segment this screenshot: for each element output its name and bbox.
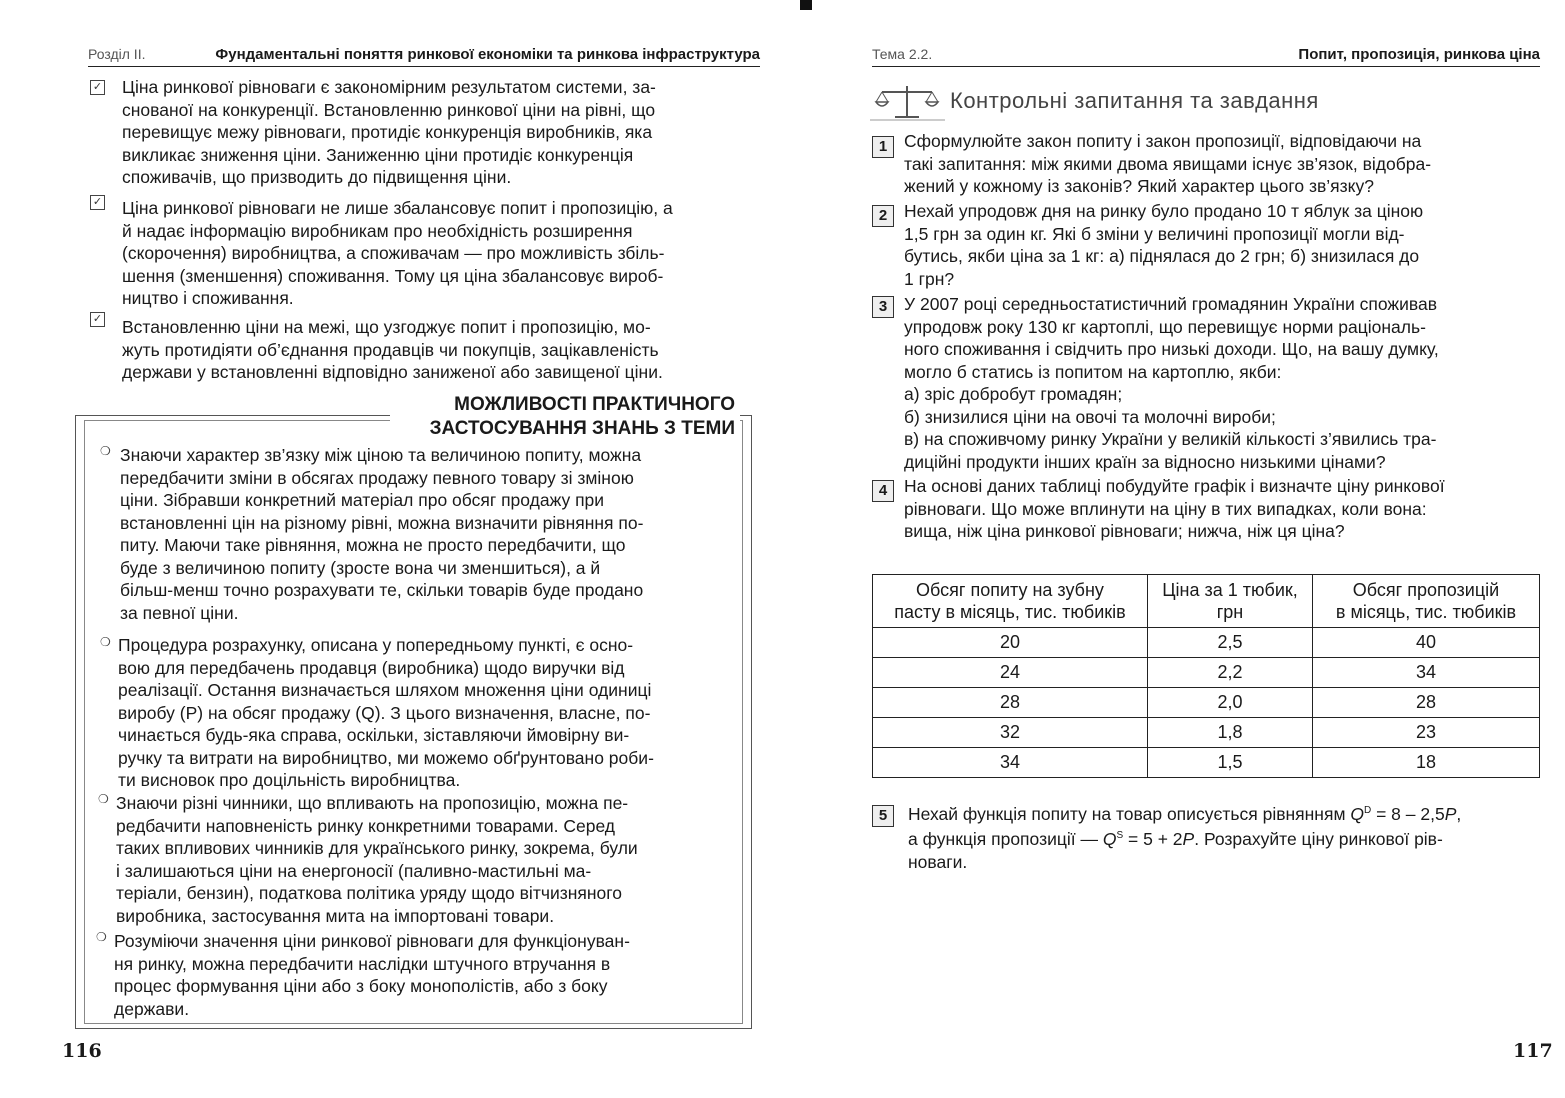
right-page — [790, 0, 1565, 1098]
question-number: 4 — [872, 480, 894, 502]
bullet-icon: ❍ — [100, 444, 111, 458]
bullet-item: Знаючи характер зв’язку між ціною та величиною попиту, можна передбачити зміни в обсягах продажу певного товару зі зміною ціни. Зібравши конкретний матеріал про обсяг продажу при встановленні цін на різному рівні, можна визначити рівняння по- питу. Маючи таке рівняння, можна не просто передбачити, що буде з величиною попиту (зросте вона чи зменшиться), а й більш-менш точно розрахувати те, скільки товарів буде продано за певної ціни. — [120, 445, 644, 623]
running-header — [872, 44, 1540, 67]
question-number: 2 — [872, 205, 894, 227]
table-header: Обсяг пропозицій в місяць, тис. тюбиків — [1313, 575, 1540, 628]
bullet-item: Знаючи різні чинники, що впливають на пропозицію, можна пе- редбачити наповненість ринку конкретними товарами. Серед таких впливових чинників для українського ринку, зокрема, були і залишаються ціни на енергоносії (паливно-мастильні ма- теріали, бензин), податкова політика уряду щодо вітчизняного виробника, застосування мита на імпортовані товари. — [116, 793, 638, 926]
running-header — [88, 44, 760, 67]
table-header: Ціна за 1 тюбик, грн — [1148, 575, 1313, 628]
table-header-row — [873, 575, 1540, 628]
bullet-item: Процедура розрахунку, описана у попередньому пункті, є осно- вою для передбачень продавця (виробника) щодо виручки від реалізації. Остання визначається шляхом множення ціни одиниці виробу (P) на обсяг продажу (Q). З цього визначення, власне, по- чинається будь-яка справа, оскільки, зіставляючи ймовірну ви- ручку та витрати на виробництво, ми можемо обґрунтовано роби- ти висновок про доцільність виробництва. — [118, 635, 654, 790]
scales-icon — [870, 82, 945, 122]
table-row: 32 1,8 23 — [873, 718, 1540, 748]
questions-heading-text: Контрольні запитання та завдання — [950, 88, 1319, 113]
header-title: Попит, пропозиція, ринкова ціна — [1298, 46, 1540, 63]
question-number: 3 — [872, 296, 894, 318]
bullet-item: Розуміючи значення ціни ринкової рівноваги для функціонуван- ня ринку, можна передбачити наслідки штучного втручання в процес формування ціни або з боку монополістів, або з боку держави. — [114, 931, 630, 1019]
table-header: Обсяг попиту на зубну пасту в місяць, тис. тюбиків — [873, 575, 1148, 628]
question-text: Нехай упродовж дня на ринку було продано 10 т яблук за ціною 1,5 грн за один кг. Які б зміни у величині пропозиції могли від- бутись, якби ціна за 1 кг: а) піднялася до 2 грн; б) знизилася до 1 грн? — [904, 201, 1424, 289]
bullet-icon: ❍ — [98, 792, 109, 806]
checkbox-icon — [90, 312, 105, 327]
header-title: Фундаментальні поняття ринкової економіки та ринкова інфраструктура — [215, 46, 760, 63]
table-row: 28 2,0 28 — [873, 688, 1540, 718]
checkbox-icon — [90, 195, 105, 210]
question-number: 5 — [872, 805, 894, 827]
table-row: 24 2,2 34 — [873, 658, 1540, 688]
checkbox-icon — [90, 80, 105, 95]
section-title: МОЖЛИВОСТІ ПРАКТИЧНОГО ЗАСТОСУВАННЯ ЗНАНЬ З ТЕМИ — [429, 394, 735, 439]
page-number: 116 — [62, 1040, 102, 1062]
question-text: Сформулюйте закон попиту і закон пропозиції, відповідаючи на такі запитання: між якими двома явищами існує зв’язок, відобра- жений у кожному із законів? Який характер цього зв’язку? — [904, 131, 1432, 196]
question-text: У 2007 році середньостатистичний громадянин України споживав упродовж року 130 кг картоплі, що перевищує норми раціональ- ного споживання і свідчить про низькі доходи. Що, на вашу думку, могло б статись із попитом на картоплю, якби: а) зріс добробут громадян; б) знизилися ціни на овочі та молочні вироби; в) на споживчому ринку України у великій кількості з’явились тра- диційні продукти інших країн за відносно низькими цінами? — [904, 294, 1439, 472]
checklist-item: Ціна ринкової рівноваги є закономірним результатом системи, за- снованої на конкуренції. Встановленню ринкової ціни на рівні, що перевищує межу рівноваги, протидіє конкуренція виробників, яка викликає зниження ціни. Заниженню ціни протидіє конкуренція споживачів, що призводить до підвищення ціни. — [122, 77, 656, 187]
checklist-item: Встановленню ціни на межі, що узгоджує попит і пропозицію, мо- жуть протидіяти об’єднання продавців чи покупців, зацікавленість держави у встановленні відповідно заниженої або завищеної ціни. — [122, 317, 663, 382]
table-row: 34 1,5 18 — [873, 748, 1540, 778]
left-page — [0, 0, 780, 1098]
topic-label: Тема 2.2. — [872, 46, 933, 62]
table-row: 20 2,5 40 — [873, 628, 1540, 658]
question-text: Нехай функція попиту на товар описується рівнянням $Q^D = 8 - 2,5P$, а функція пропозиції — $Q^S = 5 + 2P$. Розрахуйте ціну ринкової рів- новаги. — [908, 803, 1462, 872]
page-number: 117 — [1513, 1040, 1553, 1062]
question-number: 1 — [872, 136, 894, 158]
checklist-item: Ціна ринкової рівноваги не лише збалансовує попит і пропозицію, а й надає інформацію виробникам про необхідність розширення (скорочення) виробництва, а споживачам — про можливість збіль- шення (зменшення) споживання. Тому ця ціна збалансовує вироб- ництво і споживання. — [122, 198, 673, 308]
section-label: Розділ II. — [88, 46, 146, 62]
question-text: На основі даних таблиці побудуйте графік і визначте ціну ринкової рівноваги. Що може вплинути на ціну в тих випадках, коли вона: вища, ніж ціна ринкової рівноваги; нижча, ніж ця ціна? — [904, 476, 1445, 541]
bullet-icon: ❍ — [96, 930, 107, 944]
questions-heading — [870, 82, 1319, 127]
bullet-icon: ❍ — [100, 635, 111, 649]
data-table — [872, 574, 1540, 778]
